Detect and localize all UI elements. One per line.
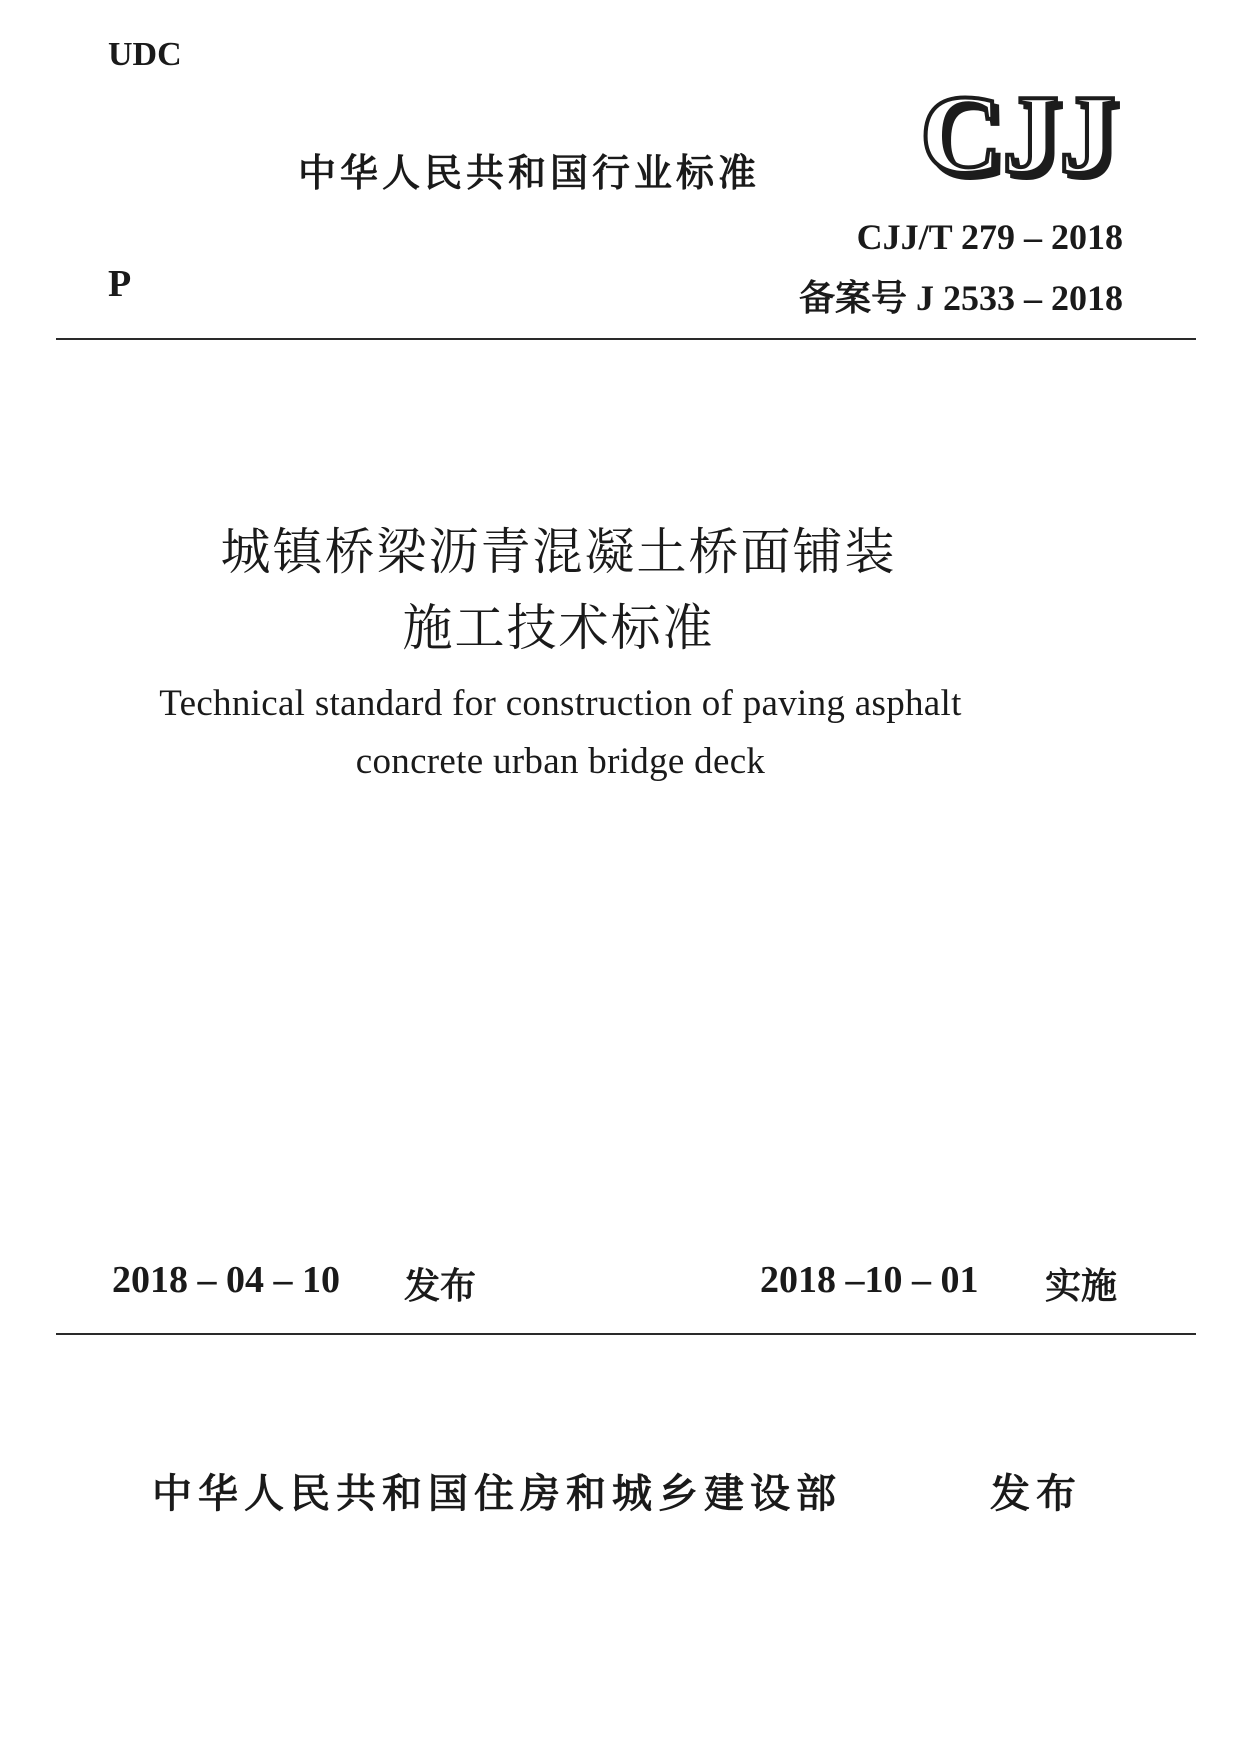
issuer-name: 中华人民共和国住房和城乡建设部 [152, 1471, 842, 1517]
category-code: P [108, 263, 132, 305]
issuer-action: 发布 [990, 1471, 1082, 1517]
publish-date: 2018 – 04 – 10 [112, 1259, 340, 1301]
title-english-line-1: Technical standard for construction of paving asphalt [159, 683, 962, 724]
bottom-divider [56, 1333, 1196, 1335]
industry-standard-heading: 中华人民共和国行业标准 [298, 151, 761, 195]
implement-date: 2018 –10 – 01 [760, 1259, 979, 1301]
standard-number: CJJ/T 279 – 2018 [856, 217, 1123, 257]
cjj-logo-text: CJJ [920, 80, 1116, 190]
cjj-logo [918, 80, 1128, 190]
record-number: 备案号 J 2533 – 2018 [798, 278, 1123, 318]
udc-label: UDC [108, 36, 182, 73]
publish-label: 发布 [404, 1266, 477, 1307]
title-english-line-2: concrete urban bridge deck [355, 741, 766, 782]
title-chinese-line-1: 城镇桥梁沥青混凝土桥面铺装 [220, 523, 897, 581]
top-divider [56, 338, 1196, 340]
implement-label: 实施 [1045, 1266, 1118, 1307]
title-chinese-line-2: 施工技术标准 [402, 599, 715, 657]
